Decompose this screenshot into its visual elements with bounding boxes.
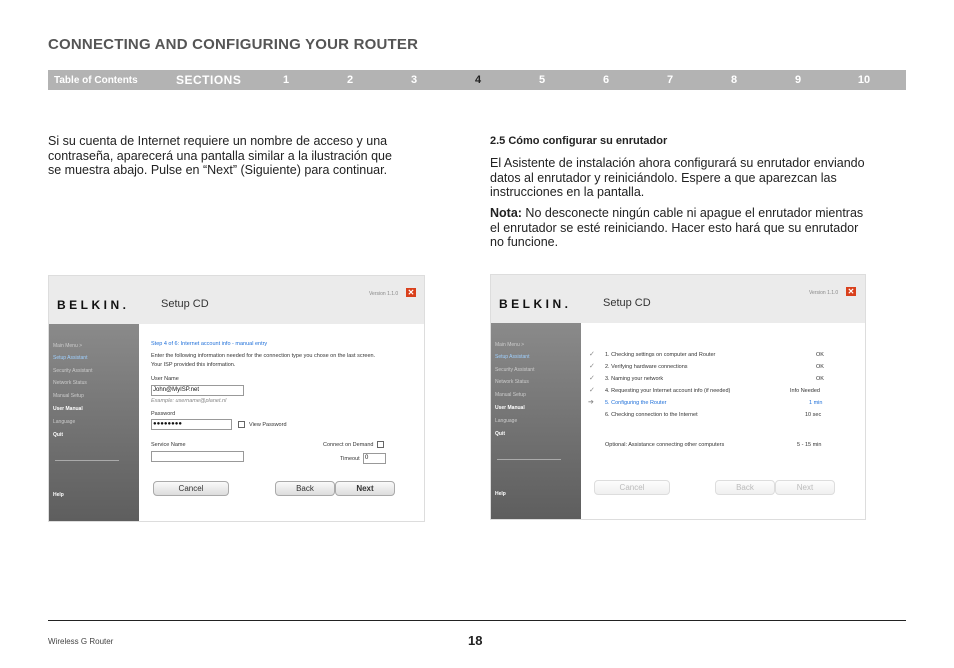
sidebar-item-quit[interactable]: Quit (495, 431, 505, 437)
page-number: 18 (468, 633, 483, 648)
section-link-2[interactable]: 2 (346, 74, 354, 86)
setup-cd-screenshot-account-info (48, 275, 425, 522)
app-title: Setup CD (603, 297, 651, 309)
progress-step-status-current: 1 min (809, 400, 823, 406)
sidebar-item-network-status[interactable]: Network Status (53, 380, 87, 386)
instructions-line: Your ISP provided this information. (151, 362, 236, 368)
sidebar-item-quit[interactable]: Quit (53, 432, 63, 438)
view-password-label: View Password (249, 422, 287, 428)
sidebar-item-security-assistant[interactable]: Security Assistant (53, 368, 93, 374)
check-icon: ✓ (589, 375, 595, 382)
cancel-button[interactable]: Cancel (594, 480, 670, 495)
timeout-input[interactable]: 0 (363, 453, 386, 464)
table-of-contents-link[interactable]: Table of Contents (54, 75, 138, 86)
sidebar-item-main-menu[interactable]: Main Menu > (495, 342, 525, 348)
setup-line: El Asistente de instalación ahora configurará su enrutador enviando (490, 156, 865, 170)
user-name-input[interactable]: John@MyISP.net (151, 385, 244, 396)
section-link-7[interactable]: 7 (666, 74, 674, 86)
section-link-10[interactable]: 10 (857, 74, 871, 86)
sidebar-item-setup-assistant[interactable]: Setup Assistant (495, 354, 530, 360)
close-icon[interactable]: ✕ (407, 288, 415, 297)
back-button[interactable]: Back (275, 481, 335, 496)
sidebar-item-language[interactable]: Language (495, 418, 518, 424)
service-name-input[interactable] (151, 451, 244, 462)
progress-step-label: 2. Verifying hardware connections (605, 364, 688, 370)
sidebar-divider (497, 459, 561, 460)
intro-line: contraseña, aparecerá una pantalla similar a la ilustración que (48, 148, 392, 163)
setup-cd-screenshot-configuring (490, 274, 866, 520)
setup-line: datos al enrutador y reiniciándolo. Espere a que aparezcan las (490, 170, 837, 185)
section-link-9[interactable]: 9 (794, 74, 802, 86)
next-button[interactable]: Next (335, 481, 395, 496)
progress-step-label: 1. Checking settings on computer and Router (605, 352, 716, 358)
progress-step-label: 3. Naming your network (605, 376, 664, 382)
progress-step-label: 6. Checking connection to the Internet (605, 412, 698, 418)
note-line: No desconecte ningún cable ni apague el enrutador mientras (521, 206, 864, 220)
note-paragraph (490, 206, 863, 250)
page-title: CONNECTING AND CONFIGURING YOUR ROUTER (48, 36, 419, 53)
setup-paragraph (490, 156, 865, 200)
instructions-line: Enter the following information needed for the connection type you chose on the last screen. (151, 353, 376, 359)
progress-step-label-current: 5. Configuring the Router (605, 400, 667, 406)
user-name-label: User Name (151, 376, 179, 382)
check-icon: ✓ (589, 387, 595, 394)
cancel-button[interactable]: Cancel (153, 481, 229, 496)
window-header (491, 275, 865, 323)
note-line: el enrutador se esté reiniciando. Hacer esto hará que su enrutador (490, 220, 859, 235)
sidebar-item-manual-setup[interactable]: Manual Setup (53, 393, 84, 399)
user-name-example: Example: username@planet.nl (151, 398, 227, 404)
sidebar-item-network-status[interactable]: Network Status (495, 379, 529, 385)
progress-step-status: OK (816, 352, 824, 358)
connect-on-demand-checkbox[interactable] (377, 441, 384, 448)
belkin-logo: BELKIN. (57, 298, 130, 312)
belkin-logo: BELKIN. (499, 297, 572, 311)
progress-step-status: Info Needed (790, 388, 820, 394)
password-input[interactable]: ●●●●●●●● (151, 419, 232, 430)
section-link-4[interactable]: 4 (474, 74, 482, 86)
sidebar-item-main-menu[interactable]: Main Menu > (53, 343, 83, 349)
sidebar-item-security-assistant[interactable]: Security Assistant (495, 367, 535, 373)
arrow-right-icon: ➔ (588, 399, 594, 406)
section-heading: 2.5 Cómo configurar su enrutador (490, 135, 668, 147)
sidebar-item-language[interactable]: Language (53, 419, 76, 425)
section-nav-bar (48, 70, 906, 90)
check-icon: ✓ (589, 363, 595, 370)
version-label: Version 1.1.0 (369, 291, 399, 297)
connect-on-demand-label: Connect on Demand (323, 442, 374, 448)
view-password-checkbox[interactable] (238, 421, 245, 428)
sidebar-item-setup-assistant[interactable]: Setup Assistant (53, 355, 88, 361)
app-title: Setup CD (161, 298, 209, 310)
section-link-1[interactable]: 1 (282, 74, 290, 86)
progress-step-status: OK (816, 376, 824, 382)
window-header (49, 276, 424, 324)
progress-step-status: 10 sec (805, 412, 822, 418)
sidebar-item-user-manual[interactable]: User Manual (495, 405, 525, 411)
progress-step-label: 4. Requesting your Internet account info (if needed) (605, 388, 731, 394)
sidebar-item-help[interactable]: Help (53, 492, 64, 498)
sidebar-item-manual-setup[interactable]: Manual Setup (495, 392, 526, 398)
service-name-label: Service Name (151, 442, 186, 448)
intro-paragraph (48, 134, 392, 178)
section-link-6[interactable]: 6 (602, 74, 610, 86)
sections-label: SECTIONS (176, 73, 242, 87)
optional-step-time: 5 - 15 min (797, 442, 822, 448)
footer-divider (48, 620, 906, 621)
section-link-3[interactable]: 3 (410, 74, 418, 86)
intro-line: se muestra abajo. Pulse en “Next” (Siguiente) para continuar. (48, 163, 388, 177)
note-label: Nota: (490, 206, 522, 220)
check-icon: ✓ (589, 351, 595, 358)
section-link-8[interactable]: 8 (730, 74, 738, 86)
next-button[interactable]: Next (775, 480, 835, 495)
sidebar-divider (55, 460, 119, 461)
note-line: no funcione. (490, 235, 559, 249)
back-button[interactable]: Back (715, 480, 775, 495)
intro-line: Si su cuenta de Internet requiere un nombre de acceso y una (48, 134, 388, 148)
sidebar (49, 324, 139, 521)
footer-product-name: Wireless G Router (48, 637, 114, 646)
close-icon[interactable]: ✕ (847, 287, 855, 296)
sidebar-item-help[interactable]: Help (495, 491, 506, 497)
step-title: Step 4 of 6: Internet account info - manual entry (151, 341, 268, 347)
section-link-5[interactable]: 5 (538, 74, 546, 86)
sidebar (491, 323, 581, 519)
progress-step-status: OK (816, 364, 824, 370)
setup-line: instrucciones en la pantalla. (490, 185, 645, 199)
sidebar-item-user-manual[interactable]: User Manual (53, 406, 83, 412)
optional-step-label: Optional: Assistance connecting other computers (605, 442, 725, 448)
version-label: Version 1.1.0 (809, 290, 839, 296)
timeout-label: Timeout (340, 456, 360, 462)
password-label: Password (151, 411, 176, 417)
